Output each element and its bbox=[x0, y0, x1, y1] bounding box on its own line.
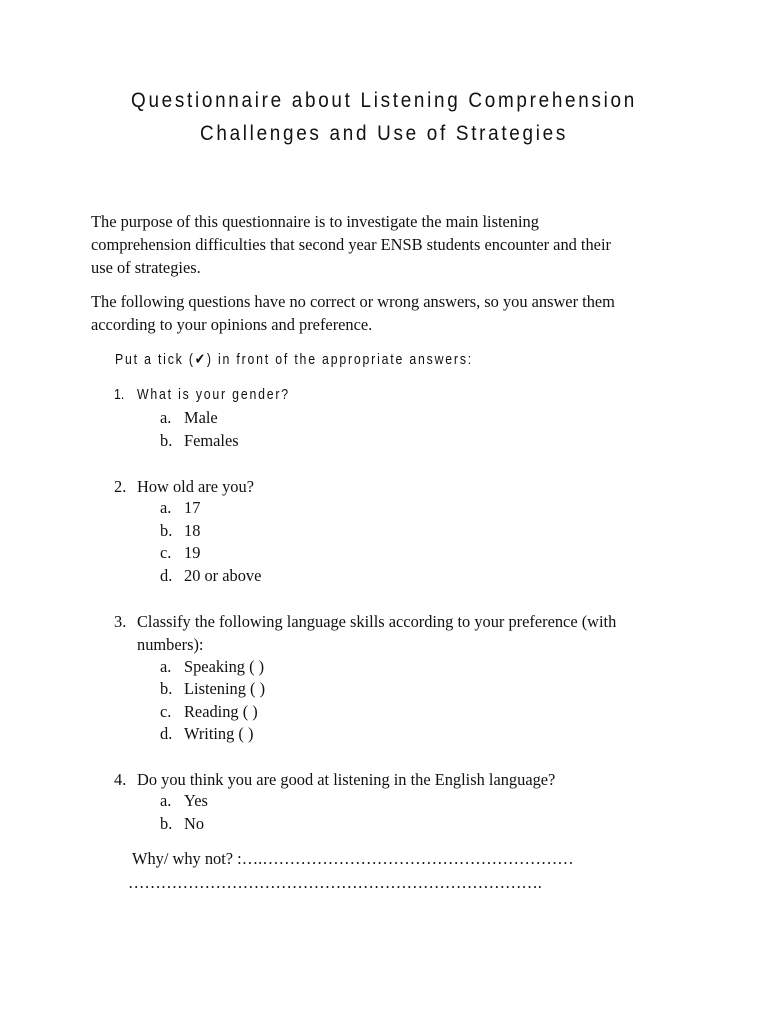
option-listening[interactable] bbox=[160, 678, 265, 701]
option-no[interactable] bbox=[160, 813, 204, 836]
question-text: Classify the following language skills according to your preference (with bbox=[137, 612, 617, 631]
option-yes[interactable] bbox=[160, 790, 208, 813]
option-letter: b. bbox=[160, 679, 173, 698]
option-letter: a. bbox=[160, 408, 172, 427]
why-answer-line[interactable]: Why/ why not? :….………………………………………………… bbox=[132, 849, 574, 868]
note-paragraph bbox=[91, 290, 691, 336]
title-line-1: Questionnaire about Listening Comprehension bbox=[131, 89, 637, 112]
question-1 bbox=[114, 383, 290, 406]
option-text: Females bbox=[184, 431, 239, 450]
option-letter: c. bbox=[160, 702, 172, 721]
option-text: Writing ( ) bbox=[184, 724, 254, 743]
option-text: 20 or above bbox=[184, 566, 262, 585]
option-letter: d. bbox=[160, 566, 173, 585]
option-text: Reading ( ) bbox=[184, 702, 258, 721]
option-text: 19 bbox=[184, 543, 201, 562]
question-number: 1. bbox=[114, 386, 125, 403]
option-letter: b. bbox=[160, 431, 173, 450]
purpose-line: comprehension difficulties that second year ENSB students encounter and their bbox=[91, 235, 611, 254]
instruction-text: Put a tick (✔) in front of the appropriate answers: bbox=[115, 351, 474, 368]
option-age-18[interactable] bbox=[160, 520, 200, 543]
option-letter: d. bbox=[160, 724, 173, 743]
question-4 bbox=[114, 768, 555, 791]
option-letter: a. bbox=[160, 498, 172, 517]
purpose-paragraph bbox=[91, 210, 691, 279]
option-text: Listening ( ) bbox=[184, 679, 266, 698]
option-letter: b. bbox=[160, 814, 173, 833]
option-reading[interactable] bbox=[160, 701, 258, 724]
question-text: Do you think you are good at listening in the English language? bbox=[137, 770, 556, 789]
option-speaking[interactable] bbox=[160, 656, 264, 679]
option-letter: b. bbox=[160, 521, 173, 540]
option-age-20-above[interactable] bbox=[160, 565, 261, 588]
option-letter: a. bbox=[160, 791, 172, 810]
note-line: according to your opinions and preference. bbox=[91, 315, 373, 334]
option-male[interactable] bbox=[160, 407, 218, 430]
purpose-line: The purpose of this questionnaire is to investigate the main listening bbox=[91, 212, 539, 231]
option-letter: c. bbox=[160, 543, 172, 562]
purpose-line: use of strategies. bbox=[91, 258, 201, 277]
option-letter: a. bbox=[160, 657, 172, 676]
option-age-19[interactable] bbox=[160, 542, 200, 565]
question-3-continuation: numbers): bbox=[137, 635, 204, 654]
question-text: What is your gender? bbox=[136, 386, 290, 403]
option-text: 17 bbox=[184, 498, 201, 517]
option-text: 18 bbox=[184, 521, 201, 540]
option-text: No bbox=[184, 814, 205, 833]
question-2 bbox=[114, 475, 254, 498]
question-3 bbox=[114, 610, 616, 633]
note-line: The following questions have no correct or wrong answers, so you answer them bbox=[91, 292, 615, 311]
why-answer-line-2[interactable]: …………………………………………………………………. bbox=[128, 873, 542, 892]
option-writing[interactable] bbox=[160, 723, 253, 746]
option-text: Male bbox=[184, 408, 218, 427]
option-text: Yes bbox=[184, 791, 208, 810]
question-text: How old are you? bbox=[137, 477, 254, 496]
question-number: 3. bbox=[114, 612, 127, 631]
question-number: 4. bbox=[114, 770, 127, 789]
option-text: Speaking ( ) bbox=[184, 657, 265, 676]
question-number: 2. bbox=[114, 477, 127, 496]
title-line-2: Challenges and Use of Strategies bbox=[200, 122, 568, 145]
option-age-17[interactable] bbox=[160, 497, 200, 520]
option-females[interactable] bbox=[160, 430, 239, 453]
